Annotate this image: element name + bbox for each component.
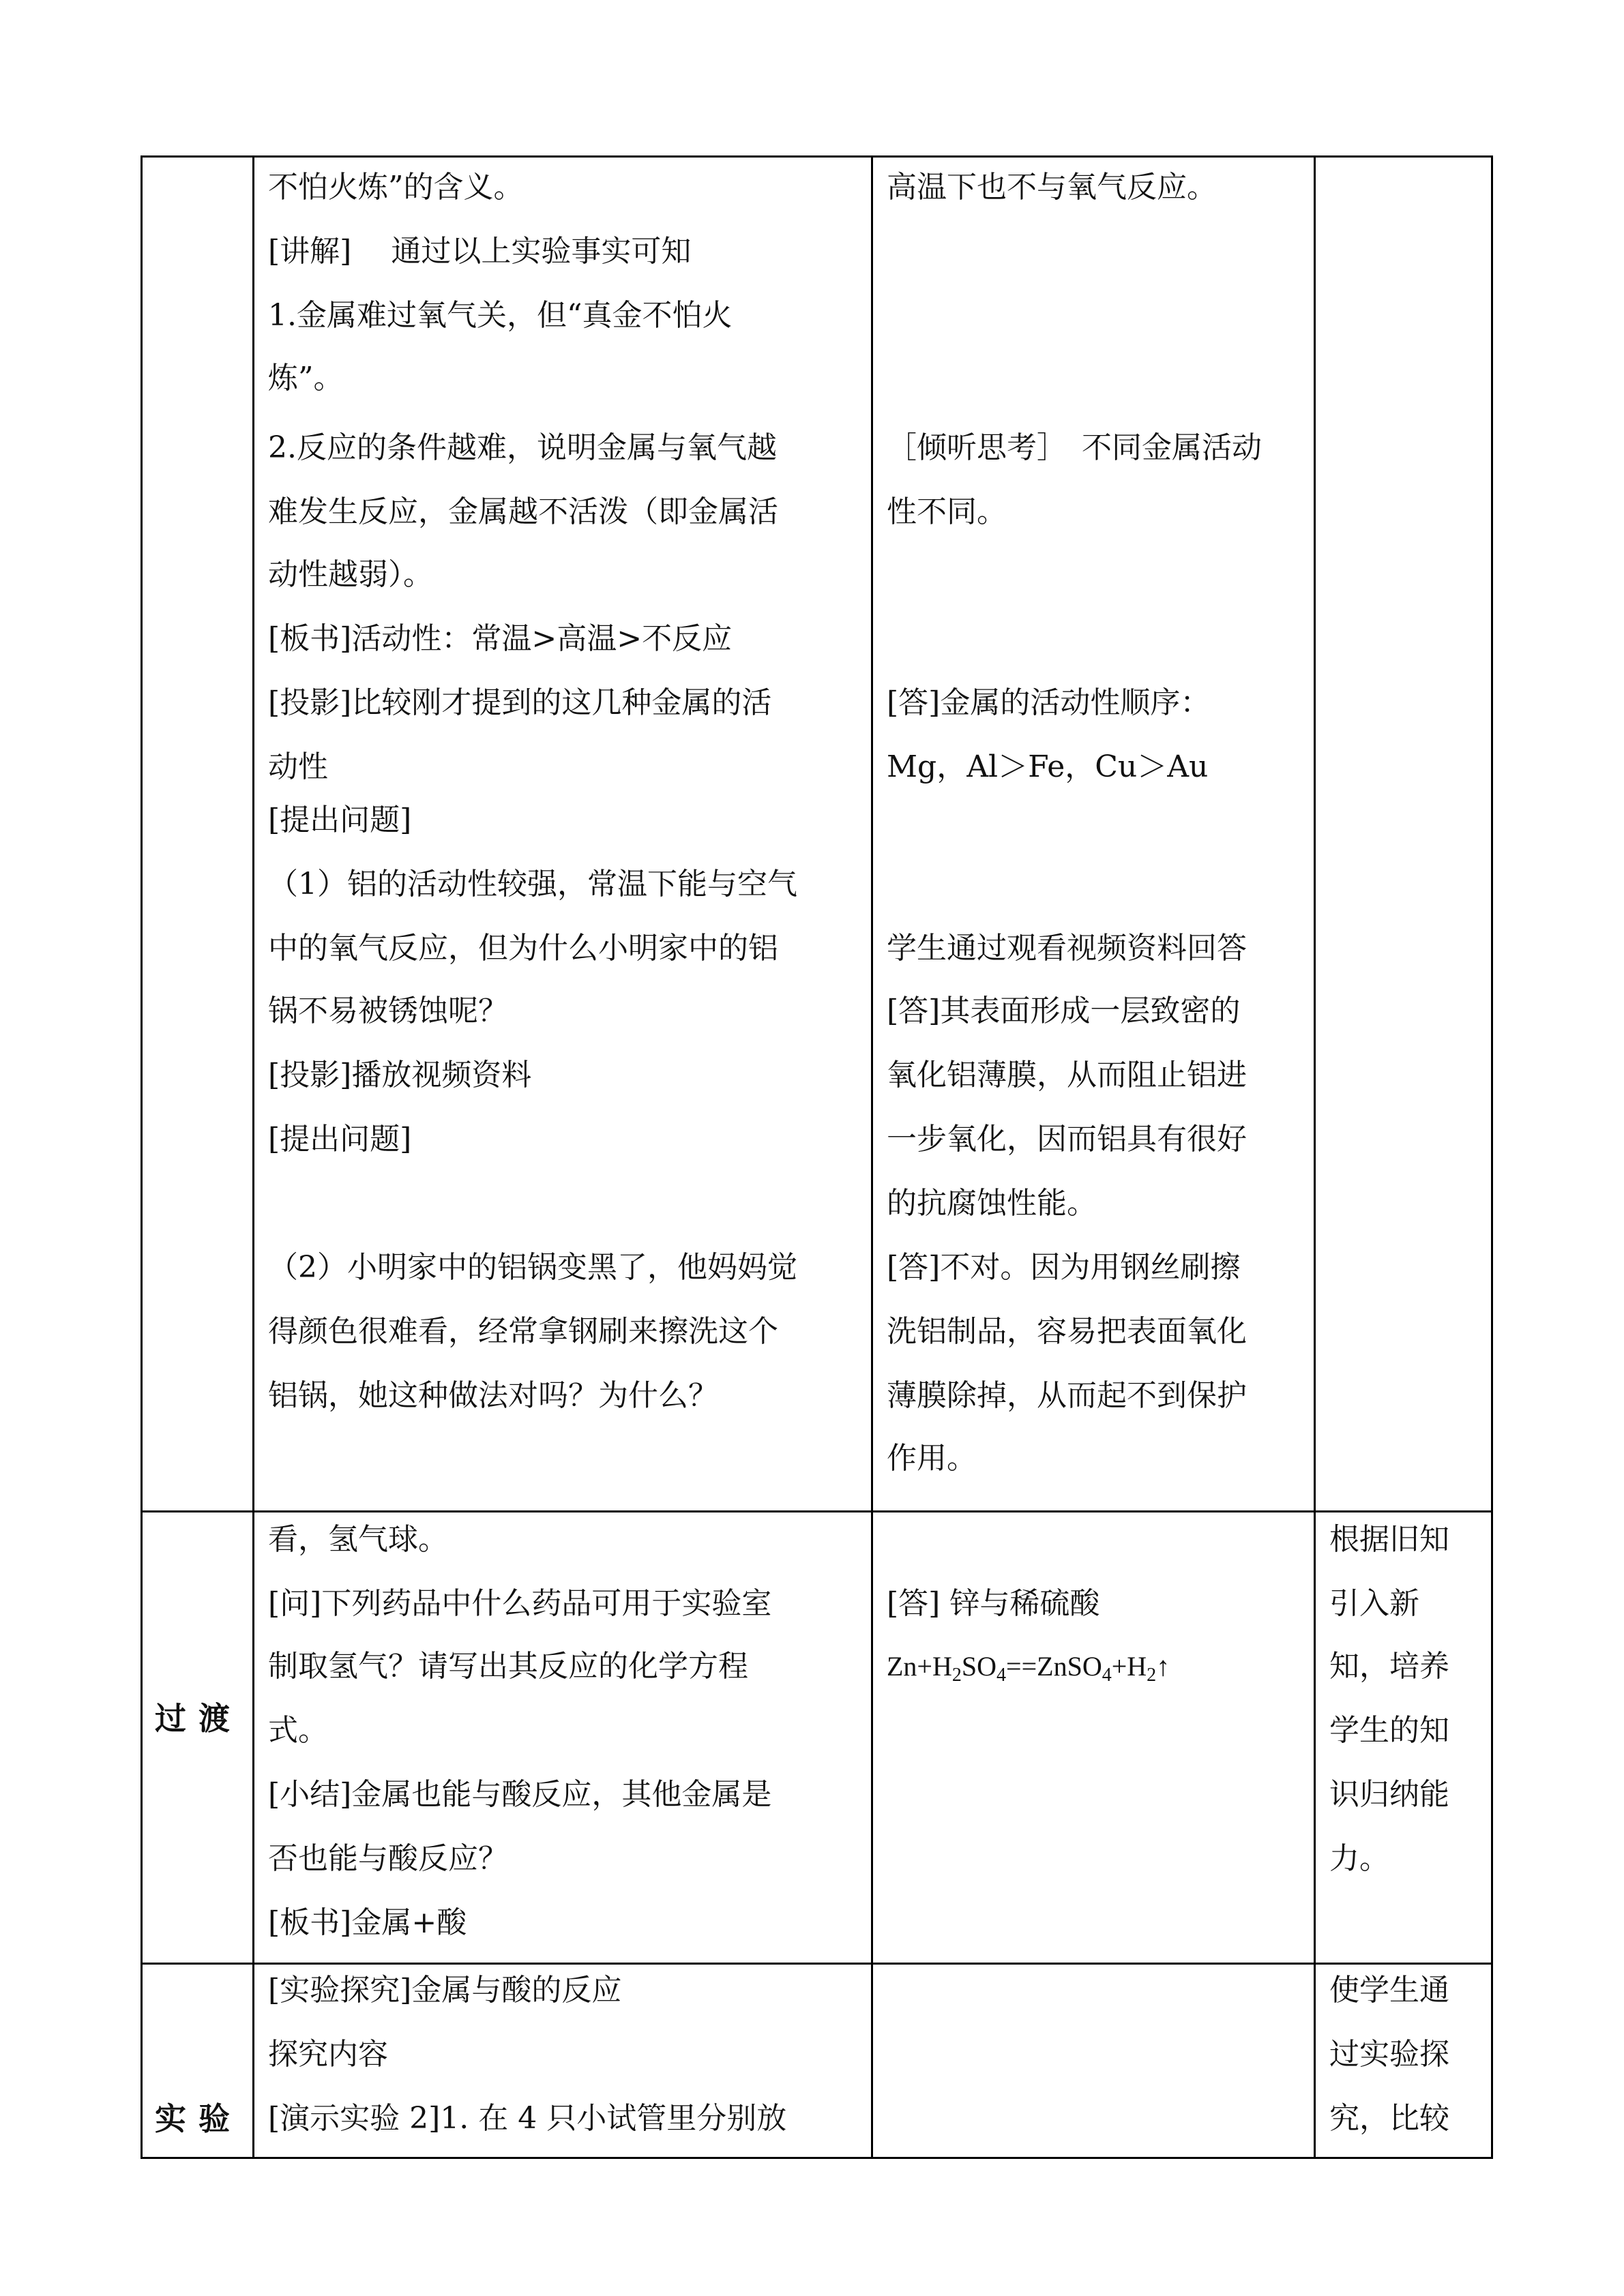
design-intent-cell [1315, 1512, 1492, 1964]
lesson-plan-table [141, 155, 1493, 2159]
text-line: [投影]播放视频资料 [268, 1058, 532, 1092]
text-line: [答]其表面形成一层致密的 [887, 994, 1241, 1028]
text-line: 1.金属难过氧气关，但“真金不怕火 [268, 298, 733, 333]
text-line: 高温下也不与氧气反应。 [887, 170, 1217, 205]
text-line: [讲解] 通过以上实验事实可知 [268, 234, 692, 269]
text-line: [实验探究]金属与酸的反应 [268, 1973, 622, 2008]
text-line: 得颜色很难看，经常拿钢刷来擦洗这个 [268, 1314, 778, 1349]
text-line: 力。 [1329, 1841, 1389, 1876]
text-line: 铝锅，她这种做法对吗？为什么？ [268, 1378, 718, 1413]
text-line: 难发生反应，金属越不活泼（即金属活 [268, 494, 778, 529]
text-line: 引入新 [1329, 1586, 1419, 1621]
table-row [142, 1512, 1492, 1964]
stage-cell [142, 1512, 254, 1964]
text-line: [答] 锌与稀硫酸 [887, 1586, 1100, 1621]
text-line: 看，氢气球。 [268, 1522, 448, 1557]
design-intent-cell [1315, 157, 1492, 1512]
text-line: 动性越弱）。 [268, 557, 433, 592]
text-line: 过实验探 [1329, 2037, 1449, 2072]
text-line: 不怕火炼”的含义。 [268, 170, 524, 205]
text-line: 识归纳能 [1329, 1777, 1449, 1812]
stage-cell [142, 157, 254, 1512]
design-intent-cell [1315, 1964, 1492, 2158]
stage-label: 过渡 [155, 1700, 242, 1737]
teacher-activity-cell [254, 1964, 872, 2158]
text-line: 2.反应的条件越难，说明金属与氧气越 [268, 430, 777, 465]
table-row [142, 157, 1492, 1512]
text-line: 中的氧气反应，但为什么小明家中的铝 [268, 931, 778, 966]
student-activity-cell [872, 157, 1315, 1512]
stage-cell [142, 1964, 254, 2158]
chemical-equation: $Zn+H_2SO_4==ZnSO_4+H_2↑$ [887, 1651, 1170, 1686]
text-line: 学生的知 [1329, 1713, 1449, 1748]
text-line: [答]金属的活动性顺序： [887, 685, 1211, 720]
text-line: [演示实验 2]1. 在 4 只小试管里分别放 [268, 2101, 787, 2136]
text-line: [答]不对。因为用钢丝刷擦 [887, 1250, 1241, 1285]
text-line: [提出问题] [268, 803, 412, 837]
text-line: 否也能与酸反应？ [268, 1841, 508, 1876]
text-line: 使学生通 [1329, 1973, 1449, 2008]
text-line: 的抗腐蚀性能。 [887, 1186, 1097, 1221]
text-line: 究，比较 [1329, 2101, 1449, 2136]
teacher-activity-cell [254, 1512, 872, 1964]
text-line: 根据旧知 [1329, 1522, 1449, 1557]
text-line: 氧化铝薄膜，从而阻止铝进 [887, 1058, 1247, 1092]
text-line: [板书]金属+酸 [268, 1905, 467, 1940]
text-line: 性不同。 [887, 494, 1007, 529]
text-line: ［倾听思考］ 不同金属活动 [887, 430, 1262, 465]
text-line: 洗铝制品，容易把表面氧化 [887, 1314, 1247, 1349]
table-row [142, 1964, 1492, 2158]
student-activity-cell [872, 1512, 1315, 1964]
student-activity-cell [872, 1964, 1315, 2158]
text-line: 制取氢气？请写出其反应的化学方程 [268, 1649, 748, 1684]
text-line: （2）小明家中的铝锅变黑了，他妈妈觉 [268, 1250, 797, 1285]
text-line: [问]下列药品中什么药品可用于实验室 [268, 1586, 772, 1621]
text-line: 薄膜除掉，从而起不到保护 [887, 1378, 1247, 1413]
text-line: [提出问题] [268, 1122, 412, 1157]
text-line: （1）铝的活动性较强，常温下能与空气 [268, 867, 797, 901]
text-line: 式。 [268, 1713, 328, 1748]
text-line: 作用。 [887, 1441, 977, 1476]
text-line: [板书]活动性：常温>高温>不反应 [268, 621, 733, 656]
text-line: 一步氧化，因而铝具有很好 [887, 1122, 1247, 1157]
text-line: 知，培养 [1329, 1649, 1449, 1684]
text-line: [投影]比较刚才提到的这几种金属的活 [268, 685, 772, 720]
text-line: 炼”。 [268, 361, 344, 396]
text-line: 学生通过观看视频资料回答 [887, 931, 1247, 966]
text-line: 动性 [268, 749, 328, 784]
text-line: [小结]金属也能与酸反应，其他金属是 [268, 1777, 772, 1812]
text-line: 探究内容 [268, 2037, 388, 2072]
text-line: 锅不易被锈蚀呢？ [268, 994, 508, 1028]
teacher-activity-cell [254, 157, 872, 1512]
stage-label: 实验 [155, 2100, 242, 2137]
text-line: Mg，Al＞Fe，Cu＞Au [887, 749, 1209, 784]
